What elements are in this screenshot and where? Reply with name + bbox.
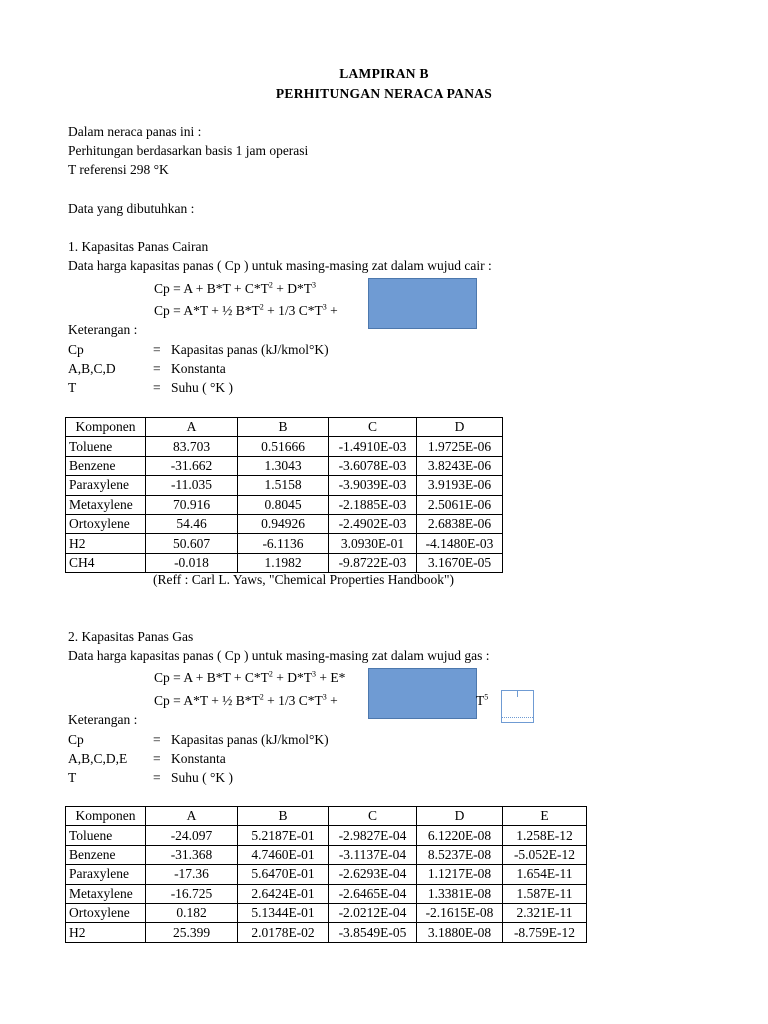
- table-cell: 0.8045: [238, 495, 329, 514]
- equation-tail: $T^5$: [476, 692, 489, 708]
- table-cell: 2.5061E-06: [417, 495, 503, 514]
- embedded-equation-object[interactable]: [368, 278, 477, 329]
- table-row: [66, 826, 587, 845]
- table-cell: 1.5158: [238, 476, 329, 495]
- definition-text: Kapasitas panas (kJ/kmol°K): [171, 342, 329, 357]
- table-cell: 70.916: [146, 495, 238, 514]
- table-cell: H2: [66, 923, 146, 942]
- table-cell: Benzene: [66, 845, 146, 864]
- table-cell: -17.36: [146, 865, 238, 884]
- definition-symbol: A,B,C,D: [68, 361, 116, 376]
- table-cell: 50.607: [146, 534, 238, 553]
- column-header: C: [329, 418, 417, 437]
- table-cell: 54.46: [146, 514, 238, 533]
- intro-line: Dalam neraca panas ini :: [68, 124, 202, 139]
- table-cell: Toluene: [66, 437, 146, 456]
- equation-cp-liquid: $Cp = A + B*T + C*T^2 + D*T^3$: [154, 280, 316, 296]
- table-row: [66, 534, 503, 553]
- page-title: LAMPIRAN B: [339, 66, 429, 81]
- table-cell: 1.3381E-08: [417, 884, 503, 903]
- table-cell: -11.035: [146, 476, 238, 495]
- table-cell: -0.018: [146, 553, 238, 572]
- definition-symbol: Cp: [68, 342, 84, 357]
- liquid-cp-table: [65, 417, 503, 573]
- table-cell: 5.1344E-01: [238, 903, 329, 922]
- table-cell: 5.6470E-01: [238, 865, 329, 884]
- section-heading: 2. Kapasitas Panas Gas: [68, 629, 194, 644]
- table-cell: -2.1885E-03: [329, 495, 417, 514]
- table-cell: -1.4910E-03: [329, 437, 417, 456]
- intro-line: Perhitungan berdasarkan basis 1 jam operasi: [68, 143, 309, 158]
- table-row: [66, 923, 587, 942]
- keterangan-label: Keterangan :: [68, 322, 138, 337]
- equation-cp-gas: $Cp = A + B*T + C*T^2 + D*T^3 + E*$: [154, 669, 346, 685]
- definition-text: Kapasitas panas (kJ/kmol°K): [171, 732, 329, 747]
- column-header: C: [329, 807, 417, 826]
- section-description: Data harga kapasitas panas ( Cp ) untuk masing-masing zat dalam wujud cair :: [68, 258, 492, 273]
- equation-cp-integral-liquid: Cp = A*T + ½ $B*T^2 + 1/3$ $C*T^3$ +: [154, 302, 338, 318]
- definition-symbol: A,B,C,D,E: [68, 751, 128, 766]
- reference-note: (Reff : Carl L. Yaws, "Chemical Properties Handbook"): [153, 572, 454, 587]
- table-cell: -31.662: [146, 456, 238, 475]
- table-row: [66, 903, 587, 922]
- column-header: A: [146, 807, 238, 826]
- table-cell: 3.9193E-06: [417, 476, 503, 495]
- table-cell: -16.725: [146, 884, 238, 903]
- table-row: [66, 865, 587, 884]
- table-cell: 3.8243E-06: [417, 456, 503, 475]
- table-cell: -2.0212E-04: [329, 903, 417, 922]
- table-cell: -3.6078E-03: [329, 456, 417, 475]
- table-cell: 5.2187E-01: [238, 826, 329, 845]
- table-cell: 8.5237E-08: [417, 845, 503, 864]
- table-cell: 1.3043: [238, 456, 329, 475]
- table-cell: -9.8722E-03: [329, 553, 417, 572]
- table-cell: 1.587E-11: [503, 884, 587, 903]
- intro-line: T referensi 298 °K: [68, 162, 169, 177]
- table-row: [66, 845, 587, 864]
- table-cell: -2.9827E-04: [329, 826, 417, 845]
- table-cell: 3.0930E-01: [329, 534, 417, 553]
- table-cell: 0.94926: [238, 514, 329, 533]
- embedded-equation-object[interactable]: [368, 668, 477, 719]
- table-cell: 2.321E-11: [503, 903, 587, 922]
- table-cell: CH4: [66, 553, 146, 572]
- section-description: Data harga kapasitas panas ( Cp ) untuk masing-masing zat dalam wujud gas :: [68, 648, 490, 663]
- table-cell: Toluene: [66, 826, 146, 845]
- table-cell: Metaxylene: [66, 495, 146, 514]
- column-header: D: [417, 418, 503, 437]
- table-cell: -2.4902E-03: [329, 514, 417, 533]
- table-cell: 2.0178E-02: [238, 923, 329, 942]
- table-cell: 2.6424E-01: [238, 884, 329, 903]
- column-header: A: [146, 418, 238, 437]
- table-cell: -8.759E-12: [503, 923, 587, 942]
- table-cell: 1.258E-12: [503, 826, 587, 845]
- definition-equals: =: [153, 342, 161, 357]
- table-cell: -2.1615E-08: [417, 903, 503, 922]
- table-cell: -2.6465E-04: [329, 884, 417, 903]
- table-row: [66, 514, 503, 533]
- table-cell: -3.9039E-03: [329, 476, 417, 495]
- table-row: [66, 884, 587, 903]
- definition-text: Konstanta: [171, 751, 226, 766]
- gas-cp-table: [65, 806, 587, 943]
- table-cell: 25.399: [146, 923, 238, 942]
- table-row: [66, 553, 503, 572]
- column-header: D: [417, 807, 503, 826]
- table-cell: 1.1217E-08: [417, 865, 503, 884]
- table-cell: 1.9725E-06: [417, 437, 503, 456]
- table-row: [66, 476, 503, 495]
- definition-text: Konstanta: [171, 361, 226, 376]
- table-cell: -6.1136: [238, 534, 329, 553]
- table-cell: Paraxylene: [66, 865, 146, 884]
- table-cell: 2.6838E-06: [417, 514, 503, 533]
- table-cell: 6.1220E-08: [417, 826, 503, 845]
- table-row: [66, 495, 503, 514]
- table-cell: H2: [66, 534, 146, 553]
- table-cell: 3.1670E-05: [417, 553, 503, 572]
- column-header: B: [238, 807, 329, 826]
- definition-equals: =: [153, 361, 161, 376]
- definition-symbol: T: [68, 770, 77, 785]
- table-header-row: [66, 418, 503, 437]
- column-header: Komponen: [66, 418, 146, 437]
- table-cell: -3.8549E-05: [329, 923, 417, 942]
- table-cell: -2.6293E-04: [329, 865, 417, 884]
- definition-equals: =: [153, 770, 161, 785]
- table-cell: 0.51666: [238, 437, 329, 456]
- table-cell: 3.1880E-08: [417, 923, 503, 942]
- table-cell: 1.654E-11: [503, 865, 587, 884]
- column-header: Komponen: [66, 807, 146, 826]
- column-header: B: [238, 418, 329, 437]
- table-cell: Paraxylene: [66, 476, 146, 495]
- table-cell: -4.1480E-03: [417, 534, 503, 553]
- section-heading: 1. Kapasitas Panas Cairan: [68, 239, 209, 254]
- table-cell: Metaxylene: [66, 884, 146, 903]
- keterangan-label: Keterangan :: [68, 712, 138, 727]
- table-header-row: [66, 807, 587, 826]
- table-cell: Ortoxylene: [66, 903, 146, 922]
- page-subtitle: PERHITUNGAN NERACA PANAS: [275, 86, 493, 101]
- table-cell: -24.097: [146, 826, 238, 845]
- intro-line: Data yang dibutuhkan :: [68, 201, 195, 216]
- table-cell: Benzene: [66, 456, 146, 475]
- definition-text: Suhu ( °K ): [171, 380, 234, 395]
- equation-cp-integral-gas: Cp = A*T + ½ $B*T^2 + 1/3$ $C*T^3$ +: [154, 692, 338, 708]
- table-row: [66, 437, 503, 456]
- definition-text: Suhu ( °K ): [171, 770, 234, 785]
- definition-symbol: T: [68, 380, 77, 395]
- table-cell: Ortoxylene: [66, 514, 146, 533]
- table-cell: 0.182: [146, 903, 238, 922]
- column-header: E: [503, 807, 587, 826]
- embedded-object-icon[interactable]: [501, 690, 534, 723]
- table-cell: -3.1137E-04: [329, 845, 417, 864]
- table-cell: -5.052E-12: [503, 845, 587, 864]
- table-cell: 4.7460E-01: [238, 845, 329, 864]
- definition-equals: =: [153, 732, 161, 747]
- definition-symbol: Cp: [68, 732, 84, 747]
- definition-equals: =: [153, 380, 161, 395]
- definition-equals: =: [153, 751, 161, 766]
- table-cell: 83.703: [146, 437, 238, 456]
- table-row: [66, 456, 503, 475]
- table-cell: -31.368: [146, 845, 238, 864]
- table-cell: 1.1982: [238, 553, 329, 572]
